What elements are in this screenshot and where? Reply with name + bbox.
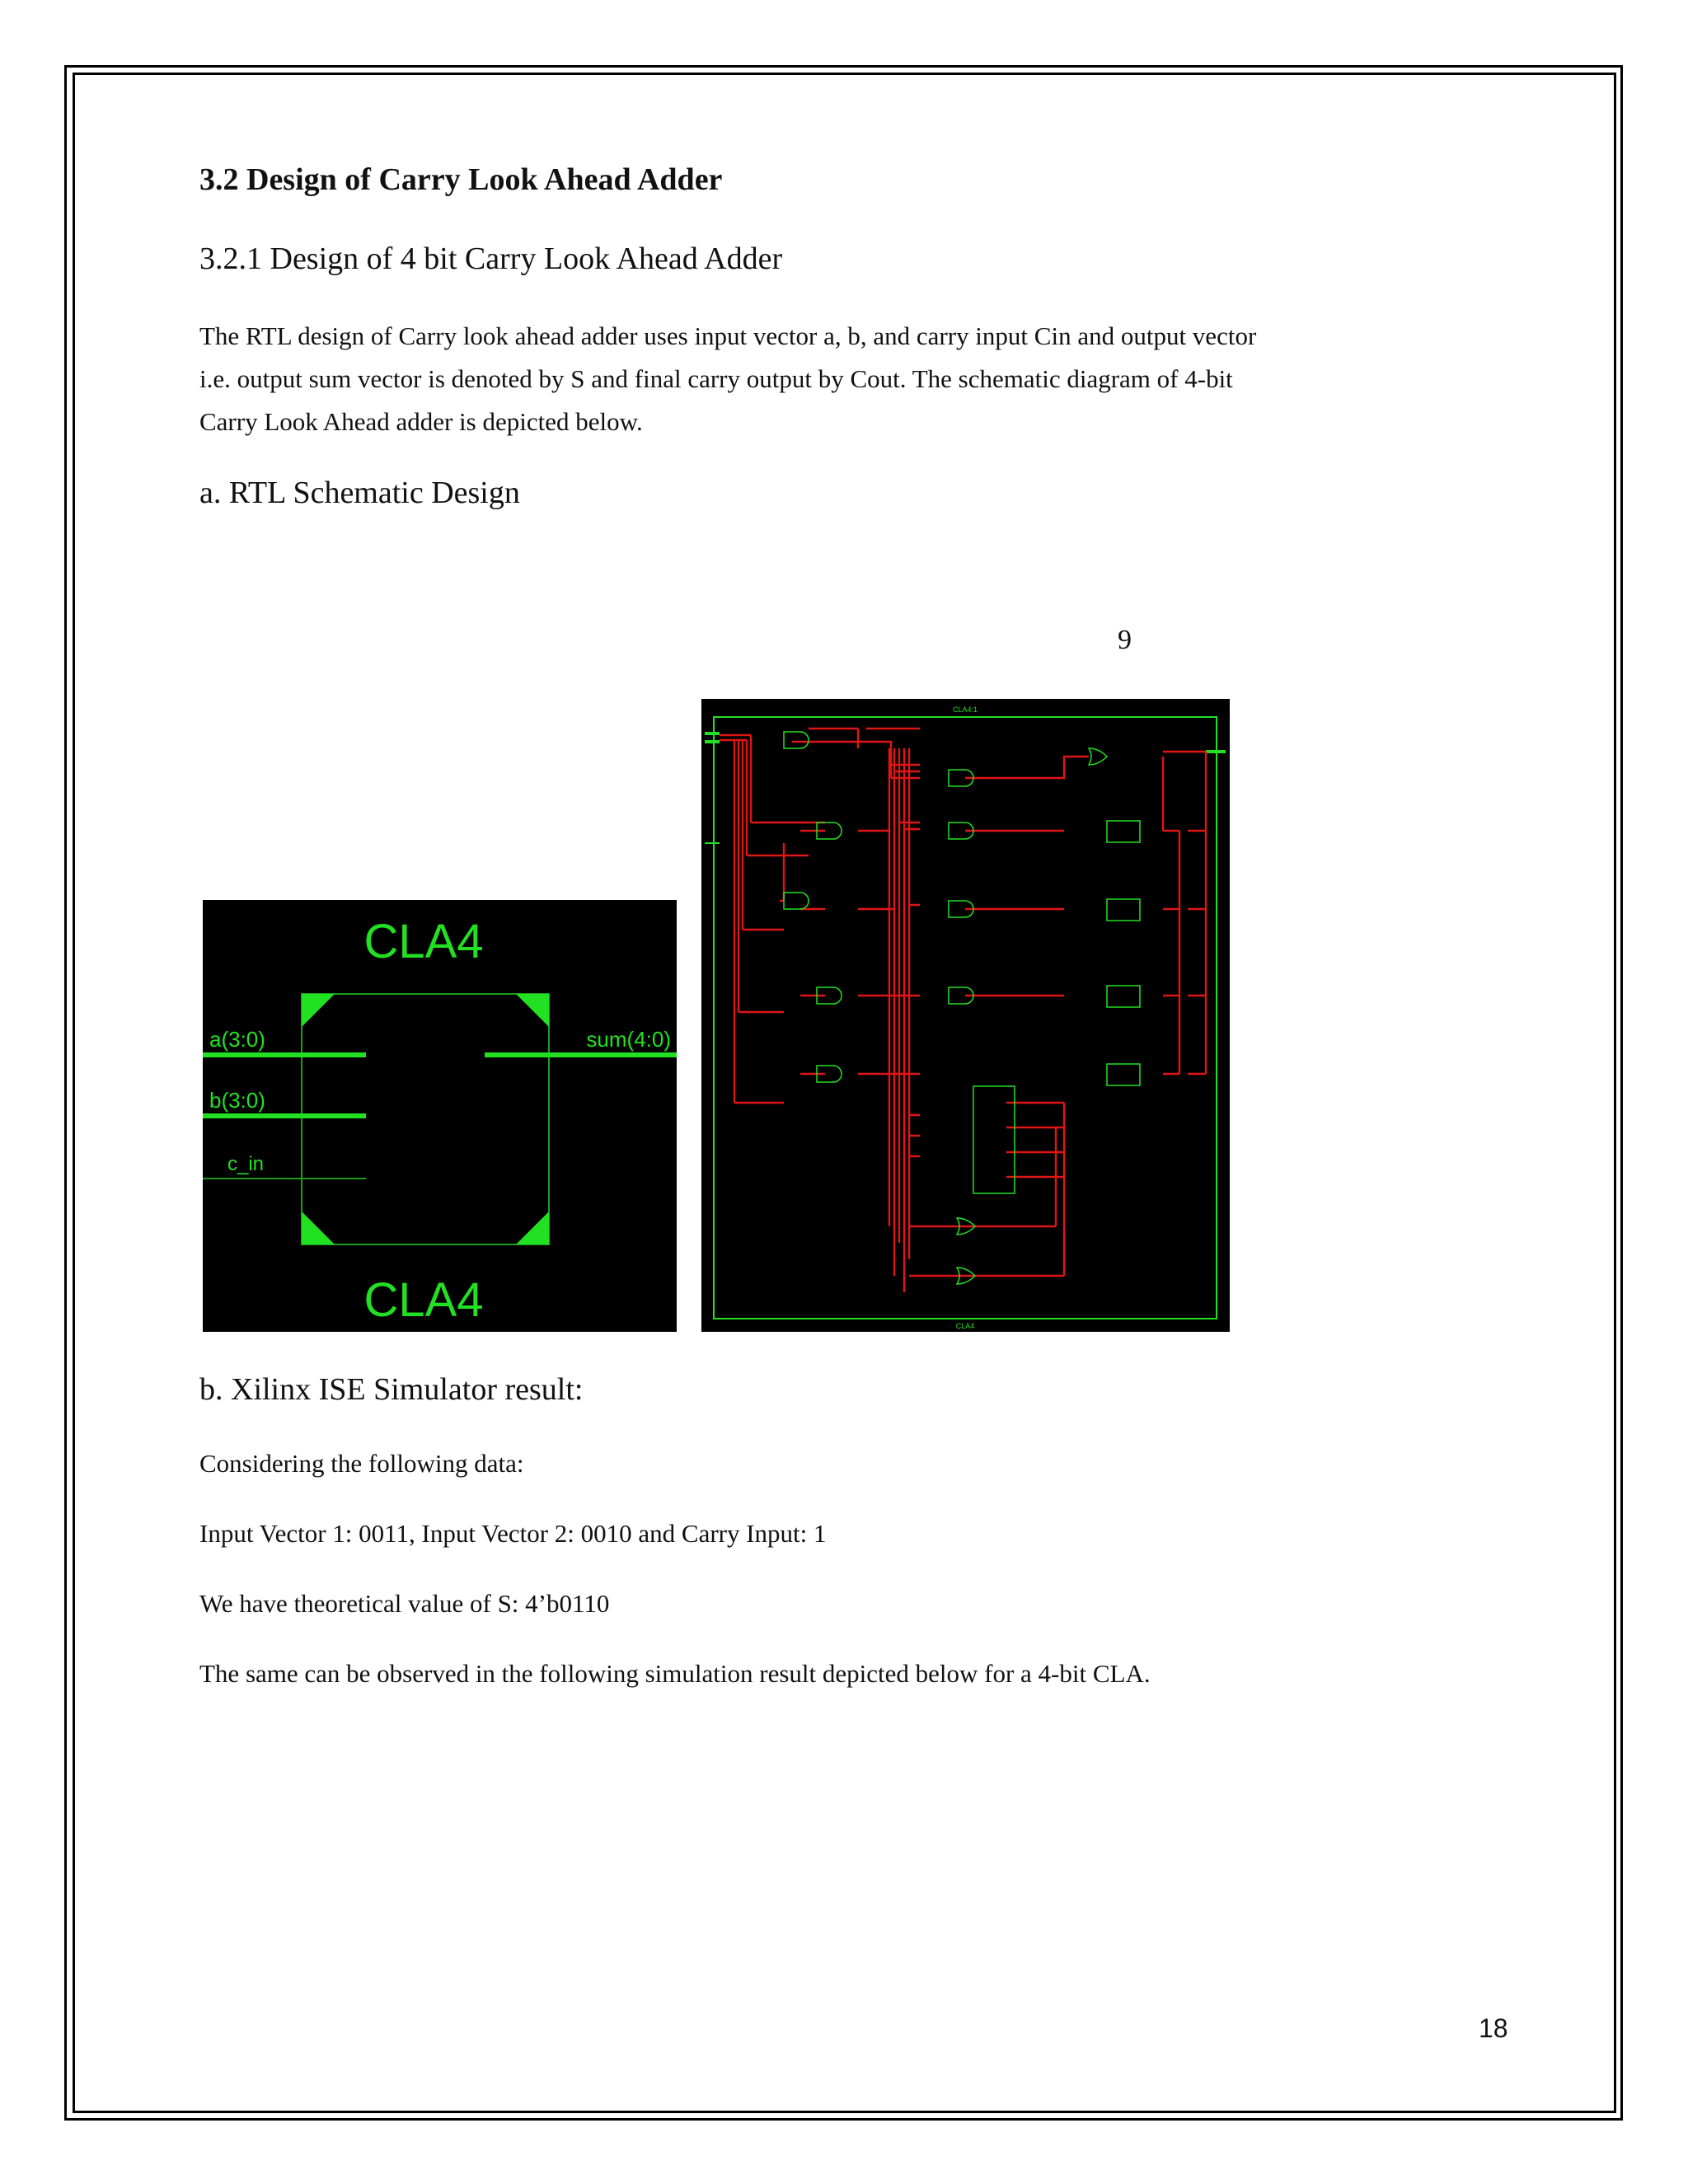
port-b-label: b(3:0) xyxy=(209,1088,265,1113)
section-heading: 3.2 Design of Carry Look Ahead Adder xyxy=(199,162,723,197)
symbol-title-bottom: CLA4 xyxy=(363,1273,484,1327)
schematic-footer: CLA4 xyxy=(955,1322,975,1330)
sim-line-1: Considering the following data: xyxy=(199,1449,524,1478)
port-cin-label: c_in xyxy=(227,1153,265,1175)
port-a-label: a(3:0) xyxy=(209,1027,265,1052)
stray-number: 9 xyxy=(1118,625,1132,655)
intro-line-1: The RTL design of Carry look ahead adder uses input vector a, b, and carry input Cin and output vector xyxy=(199,321,1257,350)
sim-line-3: We have theoretical value of S: 4’b0110 xyxy=(199,1589,610,1618)
page-number: 18 xyxy=(1479,2013,1508,2043)
intro-line-3: Carry Look Ahead adder is depicted below. xyxy=(199,407,643,436)
sim-line-2: Input Vector 1: 0011, Input Vector 2: 0010 and Carry Input: 1 xyxy=(199,1519,827,1548)
sim-heading: b. Xilinx ISE Simulator result: xyxy=(199,1372,584,1407)
rtl-schematic-figure xyxy=(701,699,1230,1332)
rtl-heading: a. RTL Schematic Design xyxy=(199,476,520,510)
sim-line-4: The same can be observed in the following simulation result depicted below for a 4-bit CLA. xyxy=(199,1659,1151,1688)
schematic-title: CLA4:1 xyxy=(952,705,978,714)
intro-line-2: i.e. output sum vector is denoted by S and final carry output by Cout. The schematic diagram of 4-bit xyxy=(199,364,1233,393)
symbol-title-top: CLA4 xyxy=(363,915,484,968)
cla4-symbol-figure xyxy=(203,900,677,1332)
port-sum-label: sum(4:0) xyxy=(586,1027,671,1052)
intro-paragraph xyxy=(199,315,1518,443)
subsection-heading: 3.2.1 Design of 4 bit Carry Look Ahead Adder xyxy=(199,241,783,276)
